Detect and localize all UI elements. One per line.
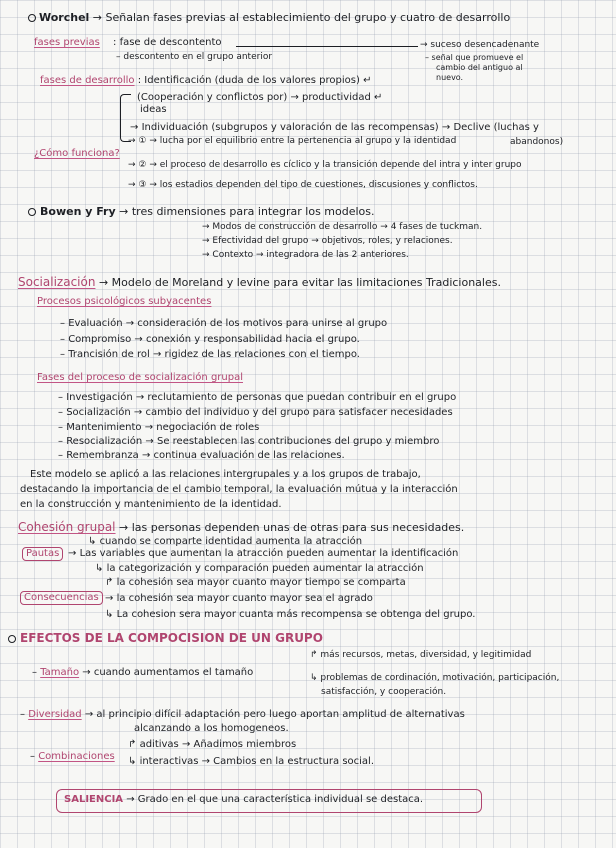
procesos-title: Procesos psicológicos subyacentes [37, 296, 212, 307]
fases-previas-label: fases previas [34, 37, 100, 48]
funciona-1: → ① → lucha por el equilibrio entre la pertenencia al grupo y la identidad [128, 136, 457, 146]
diversidad-line-2: alcanzando a los homogeneos. [134, 723, 289, 734]
consecuencia-1: ↱ la cohesión sea mayor cuanto mayor tiempo se comparta [105, 577, 406, 588]
fase-soc-4: – Resocialización → Se reestablecen las contribuciones del grupo y miembro [58, 436, 440, 447]
funciona-3: → ③ → los estadios dependen del tipo de cuestiones, discusiones y conflictos. [128, 180, 478, 190]
consecuencia-3: ↳ La cohesion sera mayor cuanta más recompensa se obtenga del grupo. [105, 609, 476, 620]
fase-soc-5: – Remembranza → continua evaluación de las relaciones. [58, 450, 345, 461]
suceso-desencadenante: → suceso desencadenante [420, 40, 540, 50]
tamano-effect-1: ↱ más recursos, metas, diversidad, y legitimidad [310, 650, 532, 660]
fase-soc-3: – Mantenimiento → negociación de roles [58, 422, 260, 433]
fases-desarrollo-line: fases de desarrollo : Identificación (duda de los valores propios) ↵ [40, 75, 372, 86]
cooperacion-line: (Cooperación y conflictos por) → productividad ↵ [137, 92, 383, 103]
worchel-title: Worchel [39, 11, 90, 24]
pauta-2: ↳ la categorización y comparación pueden aumentar la atracción [95, 563, 424, 574]
abandonos: abandonos) [510, 137, 564, 147]
bullet-icon [8, 635, 16, 643]
fase-soc-2: – Socialización → cambio del individuo y del grupo para satisfacer necesidades [58, 407, 453, 418]
paragraph-line-1: Este modelo se aplicó a las relaciones intergrupales y a los grupos de trabajo, [30, 469, 421, 480]
worchel-text: Señalan fases previas al establecimiento del grupo y cuatro de desarrollo [105, 11, 511, 24]
cooperacion-ideas: ideas [140, 104, 167, 115]
senal-line-2: cambio del antiguo al [436, 63, 523, 72]
fase-soc-1: – Investigación → reclutamiento de personas que puedan contribuir en el grupo [58, 392, 457, 403]
bowen-dim-2: → Efectividad del grupo → objetivos, roles, y relaciones. [202, 236, 453, 246]
senal-line-3: nuevo. [436, 73, 464, 82]
paragraph-line-3: en la construcción y mantenimiento de la identidad. [20, 499, 282, 510]
descontento-text: – descontento en el grupo anterior [116, 52, 273, 62]
consecuencia-2: → la cohesión sea mayor cuanto mayor sea el agrado [105, 593, 373, 604]
saliencia-label: SALIENCIA [64, 794, 124, 805]
bowen-dim-1: → Modos de construcción de desarrollo → 4 fases de tuckman. [202, 222, 483, 232]
funciona-2: → ② → el proceso de desarrollo es cíclico y la transición depende del intra y inter grupo [128, 160, 522, 170]
combinacion-2: ↳ interactivas → Cambios en la estructura social. [128, 756, 375, 767]
tamano-effect-2: ↳ problemas de cordinación, motivación, participación, [310, 673, 560, 683]
proceso-1: – Evaluación → consideración de los motivos para unirse al grupo [60, 318, 388, 329]
cycle-bracket [120, 94, 131, 142]
combinaciones-line: – Combinaciones [30, 751, 115, 762]
como-funciona-label: ¿Cómo funciona? [34, 148, 120, 159]
proceso-3: – Trancisión de rol → rigidez de las relaciones con el tiempo. [60, 349, 360, 360]
arrow-line [236, 46, 418, 47]
tamano-line: – Tamaño → cuando aumentamos el tamaño [32, 667, 254, 678]
efectos-title: EFECTOS DE LA COMPOCISION DE UN GRUPO [20, 631, 323, 645]
tamano-effect-3: satisfacción, y cooperación. [321, 687, 447, 697]
bowen-dim-3: → Contexto → integradora de las 2 anteriores. [202, 250, 409, 260]
pautas-label: Pautas [22, 547, 63, 561]
combinacion-1: ↱ aditivas → Añadimos miembros [128, 739, 297, 750]
pauta-1: → Las variables que aumentan la atracción pueden aumentar la identificación [68, 548, 459, 559]
saliencia-text: Grado en el que una característica individual se destaca. [137, 794, 424, 805]
bullet-icon [28, 14, 36, 22]
proceso-2: – Compromiso → conexión y responsabilidad hacia el grupo. [60, 334, 360, 345]
saliencia-line: SALIENCIA → Grado en el que una característica individual se destaca. [64, 794, 424, 805]
bullet-icon [28, 208, 36, 216]
consecuencias-label: Consecuencias [20, 591, 103, 605]
bowen-line: Bowen y Fry → tres dimensiones para integrar los modelos. [40, 205, 375, 218]
paragraph-line-2: destacando la importancia de el cambio temporal, la evaluación mútua y la interacción [20, 484, 458, 495]
senal-line-1: – señal que promueve el [425, 53, 524, 62]
individuacion-line: → Individuación (subgrupos y valoración de las recompensas) → Declive (luchas y [130, 122, 539, 133]
diversidad-line: – Diversidad → al principio difícil adaptación pero luego aportan amplitud de alternativas [20, 709, 465, 720]
fases-socializacion-title: Fases del proceso de socialización grupal [37, 372, 243, 383]
worchel-line: Worchel → Señalan fases previas al establecimiento del grupo y cuatro de desarrollo [39, 11, 511, 24]
socializacion-line: Socialización → Modelo de Moreland y levine para evitar las limitaciones Tradicionales. [18, 275, 501, 289]
fase-descontento: : fase de descontento [113, 37, 222, 48]
cohesion-line: Cohesión grupal → las personas dependen unas de otras para sus necesidades. [18, 520, 465, 534]
cohesion-sub: ↳ cuando se comparte identidad aumenta la atracción [88, 536, 363, 547]
